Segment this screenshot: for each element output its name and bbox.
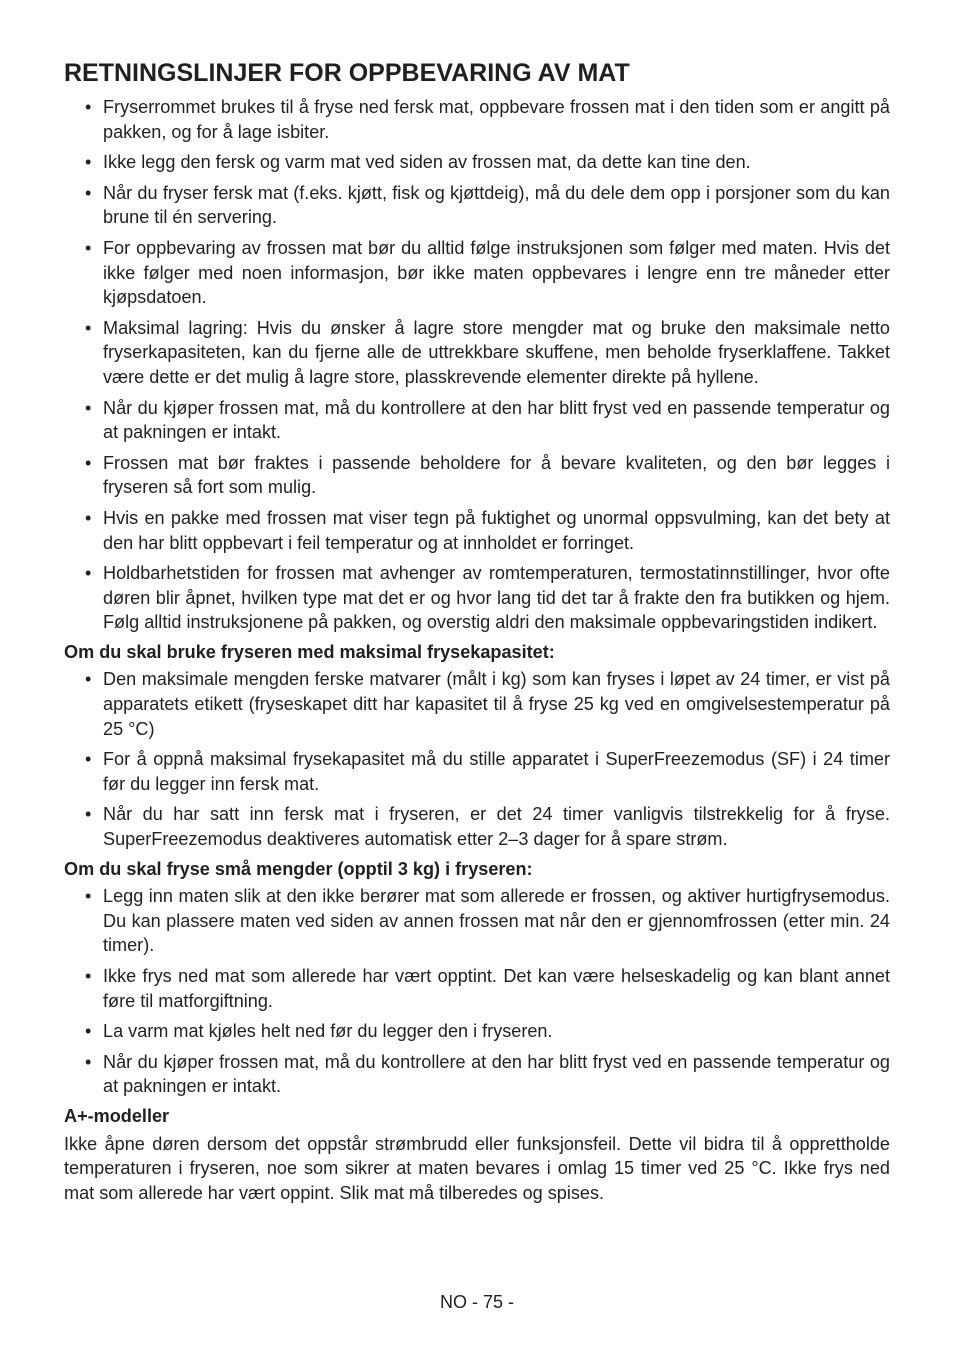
list-item: • Ikke frys ned mat som allerede har vært opptint. Det kan være helseskadelig og kan blant annet føre til matforgiftning. [85, 964, 890, 1013]
storage-guidelines-list [64, 95, 890, 635]
small-quantities-list [64, 884, 890, 1099]
list-item: • Holdbarhetstiden for frossen mat avhenger av romtemperaturen, termostatinnstillinger, hvor ofte døren blir åpnet, hvilken type mat det er og hvor lang tid det tar å frakte den fra butikken og hjem. Følg alltid instruksjonene på pakken, og overstig aldri den maksimale oppbevaringstiden indikert. [85, 561, 890, 635]
list-item: • Hvis en pakke med frossen mat viser tegn på fuktighet og unormal oppsvulming, kan det bety at den har blitt oppbevart i feil temperatur og at innholdet er forringet. [85, 506, 890, 555]
list-item: • Den maksimale mengden ferske matvarer (målt i kg) som kan fryses i løpet av 24 timer, er vist på apparatets etikett (fryseskapet ditt har kapasitet til å fryse 25 kg ved en omgivelsestemperatur på 25 °C) [85, 667, 890, 741]
page-title: RETNINGSLINJER FOR OPPBEVARING AV MAT [64, 59, 630, 87]
list-item: • Frossen mat bør fraktes i passende beholdere for å bevare kvaliteten, og den bør legges i fryseren så fort som mulig. [85, 451, 890, 500]
section-heading-max-capacity: Om du skal bruke fryseren med maksimal frysekapasitet: [64, 641, 555, 662]
page-number: NO - 75 - [439, 1292, 514, 1312]
list-item: • Når du fryser fersk mat (f.eks. kjøtt, fisk og kjøttdeig), må du dele dem opp i porsjoner som du kan brune til én servering. [85, 181, 890, 230]
section-heading-a-plus-models: A+-modeller [64, 1105, 170, 1126]
section-heading-small-quantities: Om du skal fryse små mengder (opptil 3 kg) i fryseren: [64, 858, 533, 879]
list-item: • Fryserrommet brukes til å fryse ned fersk mat, oppbevare frossen mat i den tiden som er angitt på pakken, og for å lage isbiter. [85, 95, 890, 144]
list-item: • Legg inn maten slik at den ikke berører mat som allerede er frossen, og aktiver hurtigfrysemodus. Du kan plassere maten ved siden av annen frossen mat når den er gjennomfrossen (etter min. 24 timer). [85, 884, 890, 958]
list-item: • La varm mat kjøles helt ned før du legger den i fryseren. [85, 1019, 890, 1044]
list-item: • For oppbevaring av frossen mat bør du alltid følge instruksjonen som følger med maten. Hvis det ikke følger med noen informasjon, bør ikke maten oppbevares i lengre enn tre måneder etter kjøpsdatoen. [85, 236, 890, 310]
list-item: • Når du har satt inn fersk mat i fryseren, er det 24 timer vanligvis tilstrekkelig for å fryse. SuperFreezemodus deaktiveres automatisk etter 2–3 dager for å spare strøm. [85, 802, 890, 851]
list-item: • Når du kjøper frossen mat, må du kontrollere at den har blitt fryst ved en passende temperatur og at pakningen er intakt. [85, 396, 890, 445]
max-capacity-list [64, 667, 890, 851]
list-item: • Maksimal lagring: Hvis du ønsker å lagre store mengder mat og bruke den maksimale netto fryserkapasiteten, kan du fjerne alle de uttrekkbare skuffene, men beholde fryserklaffene. Takket være dette er det mulig å lagre store, plasskrevende elementer direkte på hyllene. [85, 316, 890, 390]
list-item: • For å oppnå maksimal frysekapasitet må du stille apparatet i SuperFreezemodus (SF) i 24 timer før du legger inn fersk mat. [85, 747, 890, 796]
page-content [64, 56, 890, 1205]
a-plus-models-paragraph: Ikke åpne døren dersom det oppstår strømbrudd eller funksjonsfeil. Dette vil bidra til å opprettholde temperaturen i fryseren, noe som sikrer at maten bevares i omlag 15 timer ved 25 °C. Ikke frys ned mat som allerede har vært oppint. Slik mat må tilberedes og spises. [64, 1133, 890, 1203]
list-item: • Ikke legg den fersk og varm mat ved siden av frossen mat, da dette kan tine den. [85, 150, 890, 175]
list-item: • Når du kjøper frossen mat, må du kontrollere at den har blitt fryst ved en passende temperatur og at pakningen er intakt. [85, 1050, 890, 1099]
